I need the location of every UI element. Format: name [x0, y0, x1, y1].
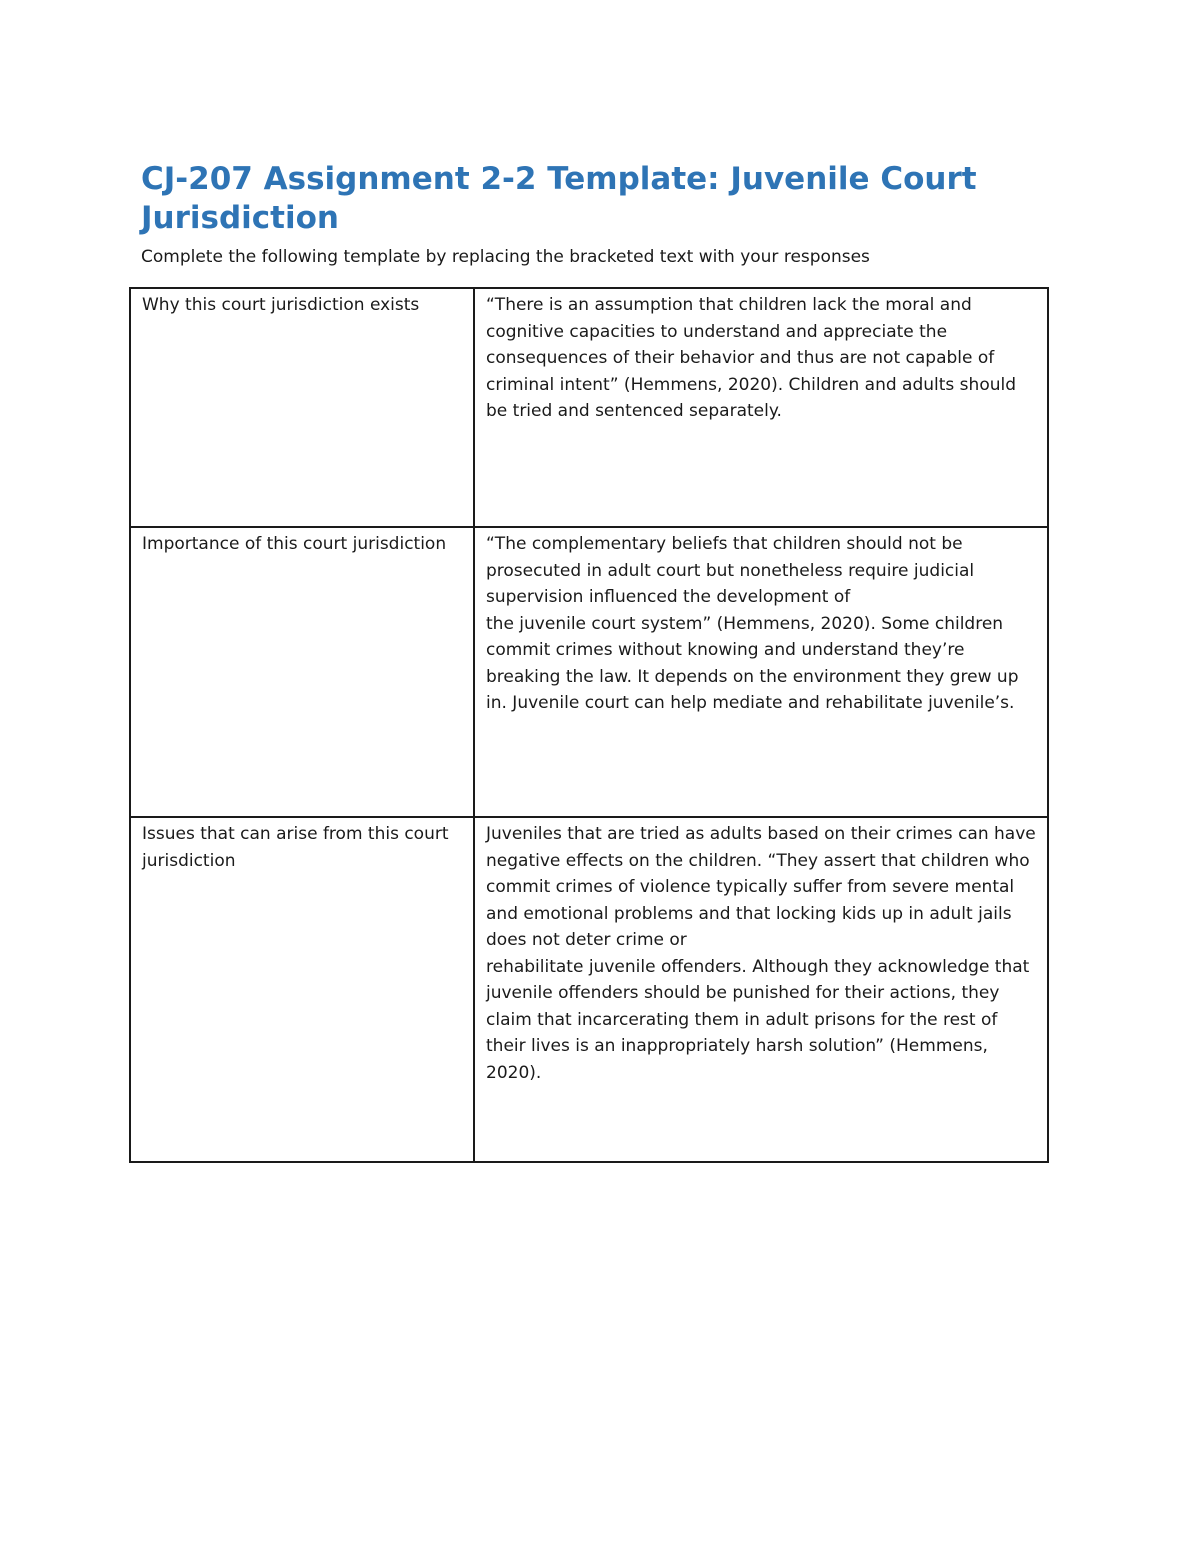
- template-table: [129, 287, 1049, 1163]
- row-response: “The complementary beliefs that children should not be prosecuted in adult court but nonetheless require judicial supervision influenced the development of the juvenile court system” (Hemmens, 2020). Some children commit crimes without knowing and understand they’re breaking the law. It depends on the environment they grew up in. Juvenile court can help mediate and rehabilitate juvenile’s.: [486, 534, 1019, 713]
- row-response-cell: [474, 527, 1048, 817]
- row-label-cell: [130, 288, 474, 527]
- table-row: [130, 288, 1048, 527]
- row-response-cell: [474, 288, 1048, 527]
- row-response: Juveniles that are tried as adults based on their crimes can have negative effects on the children. “They assert that children who commit crimes of violence typically suffer from severe mental and emotional problems and that locking kids up in adult jails does not deter crime or rehabilitate juvenile offenders. Although they acknowledge that juvenile offenders should be punished for their actions, they claim that incarcerating them in adult prisons for the rest of their lives is an inappropriately harsh solution” (Hemmens, 2020).: [486, 824, 1036, 1083]
- row-response: “There is an assumption that children lack the moral and cognitive capacities to understand and appreciate the consequences of their behavior and thus are not capable of criminal intent” (Hemmens, 2020). Children and adults should be tried and sentenced separately.: [486, 295, 1017, 421]
- row-response-cell: [474, 817, 1048, 1162]
- instructions-text: Complete the following template by replacing the bracketed text with your responses: [141, 247, 870, 267]
- document-title: CJ-207 Assignment 2-2 Template: Juvenile Court Jurisdiction: [141, 161, 977, 236]
- row-label-cell: [130, 817, 474, 1162]
- row-label: Importance of this court jurisdiction: [142, 534, 447, 554]
- table-row: [130, 527, 1048, 817]
- row-label: Why this court jurisdiction exists: [142, 295, 420, 315]
- row-label: Issues that can arise from this court jurisdiction: [142, 824, 449, 871]
- row-label-cell: [130, 527, 474, 817]
- table-row: [130, 817, 1048, 1162]
